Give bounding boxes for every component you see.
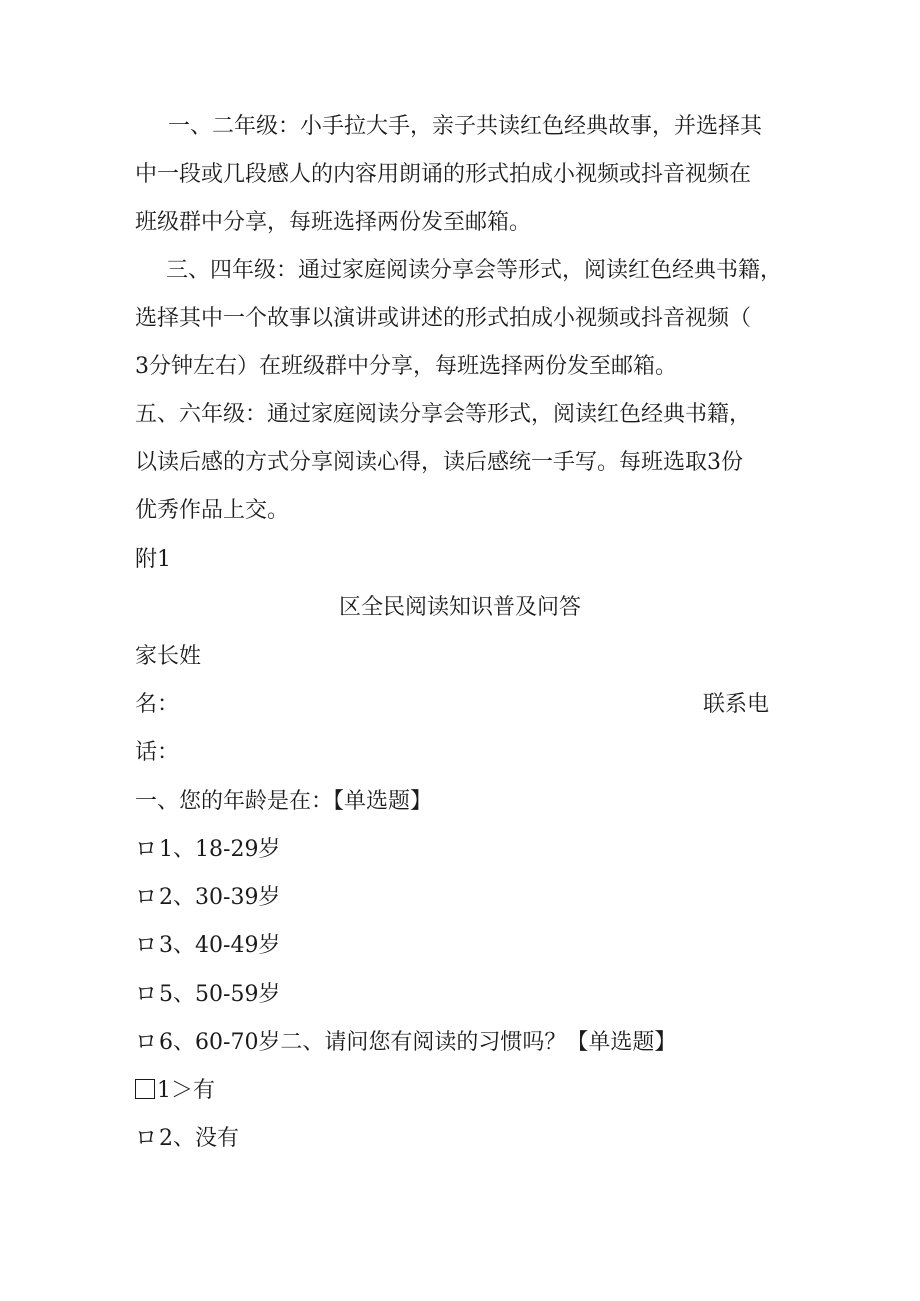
- grade34-line2: 选择其中一个故事以演讲或讲述的形式拍成小视频或抖音视频（: [135, 306, 752, 331]
- grade56-line1: 五、六年级：通过家庭阅读分享会等形式，阅读红色经典书籍，: [135, 402, 752, 427]
- grade12-line2: 中一段或几段感人的内容用朗诵的形式拍成小视频或抖音视频在: [135, 162, 752, 187]
- checkbox-icon[interactable]: ロ: [135, 837, 158, 862]
- q2-option-1[interactable]: [135, 1076, 920, 1106]
- grade12-line3: 班级群中分享，每班选择两份发至邮箱。: [135, 210, 532, 235]
- grade56-line2: 以读后感的方式分享阅读心得，读后感统一手写。每班选取3份: [135, 450, 743, 475]
- phone-label-line1: 联系电: [703, 692, 770, 717]
- q1-option-5-q2-title: 6、60-70岁二、请问您有阅读的习惯吗？【单选题】: [159, 1030, 677, 1055]
- grade12-line1: 一、二年级：小手拉大手，亲子共读红色经典故事，并选择其: [168, 114, 763, 139]
- appendix-title: 区全民阅读知识普及问答: [338, 595, 581, 620]
- q2-option-2-label: 2、没有: [159, 1126, 240, 1151]
- q2-option-2[interactable]: [135, 1124, 920, 1154]
- q2-option-1-label: 1＞有: [157, 1078, 215, 1103]
- q1-option-2-label: 2、30-39岁: [159, 885, 281, 910]
- grade34-line3: 3分钟左右）在班级群中分享，每班选择两份发至邮箱。: [135, 354, 677, 379]
- q1-option-4-label: 5、50-59岁: [159, 982, 281, 1007]
- appendix-label: 附1: [135, 547, 171, 572]
- q1-option-1-label: 1、18-29岁: [159, 837, 281, 862]
- grade34-line1: 三、四年级：通过家庭阅读分享会等形式，阅读红色经典书籍，: [166, 258, 783, 283]
- checkbox-icon[interactable]: ロ: [135, 885, 158, 910]
- q1-option-5-and-question-2[interactable]: [135, 1028, 920, 1058]
- checkbox-icon[interactable]: ロ: [135, 982, 158, 1007]
- grade56-line3: 优秀作品上交。: [135, 498, 290, 523]
- q1-option-3-label: 3、40-49岁: [159, 933, 281, 958]
- q1-option-3[interactable]: [135, 931, 920, 961]
- checkbox-icon[interactable]: ロ: [135, 1126, 158, 1151]
- checkbox-icon[interactable]: ロ: [135, 933, 158, 958]
- q1-option-4[interactable]: [135, 980, 920, 1010]
- checkbox-icon[interactable]: [135, 1079, 155, 1099]
- parent-name-label-line1: 家长姓: [135, 644, 202, 669]
- checkbox-icon[interactable]: ロ: [135, 1030, 158, 1055]
- q1-option-2[interactable]: [135, 883, 920, 913]
- parent-name-label-line2: 名：: [135, 692, 180, 717]
- q1-option-1[interactable]: [135, 835, 920, 865]
- phone-label-line2: 话：: [135, 740, 180, 765]
- question-1-title: 一、您的年龄是在：【单选题】: [135, 789, 433, 814]
